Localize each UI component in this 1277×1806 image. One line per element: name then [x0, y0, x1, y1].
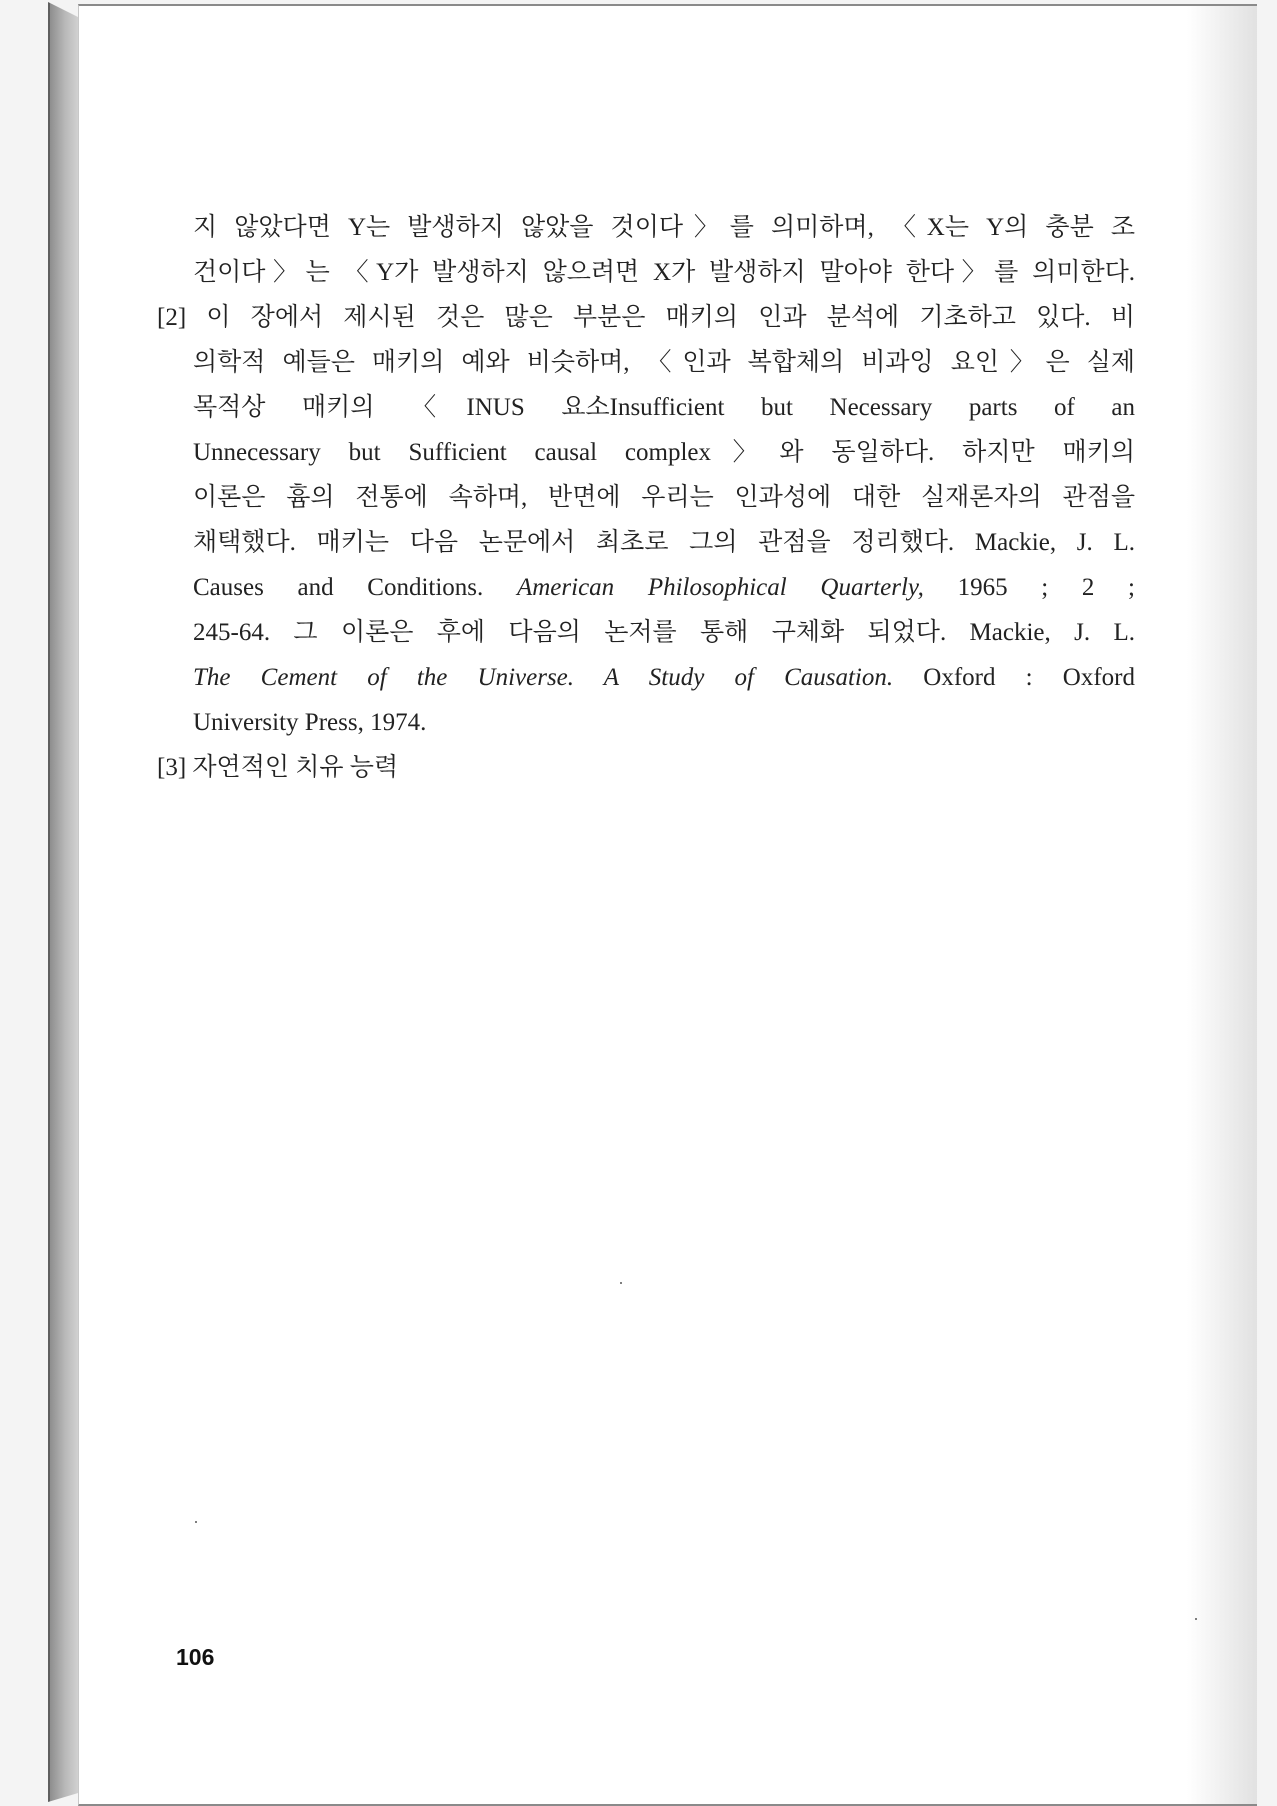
book-title: The Cement of the Universe. A Study of Causation. [193, 664, 894, 691]
text-line: 건이다〉는 〈Y가 발생하지 않으려면 X가 발생하지 말아야 한다〉를 의미한다. [193, 259, 1135, 286]
text-line: 의학적 예들은 매키의 예와 비슷하며, 〈인과 복합체의 비과잉 요인〉은 실제 [193, 349, 1135, 376]
text-line: University Press, 1974. [193, 709, 427, 736]
text-line: Unnecessary but Sufficient causal complex〉와 동일하다. 하지만 매키의 [193, 439, 1135, 466]
note-2-line: [2] 이 장에서 제시된 것은 많은 부분은 매키의 인과 분석에 기초하고 있다. 비 [157, 304, 1135, 331]
publisher-place: Oxford : Oxford [923, 664, 1135, 691]
journal-title: American Philosophical Quarterly, [516, 574, 924, 601]
text-segment: 목적상 매키의 〈INUS 요소 [193, 394, 610, 421]
article-title: Causes and Conditions. [193, 574, 484, 601]
text-line: 채택했다. 매키는 다음 논문에서 최초로 그의 관점을 정리했다. Mackie, J. L. [193, 529, 1135, 556]
citation-line [157, 655, 1135, 700]
text-line: 245-64. 그 이론은 후에 다음의 논저를 통해 구체화 되었다. Mackie, J. L. [193, 619, 1135, 646]
scan-speck [1195, 1618, 1197, 1620]
note-3-line: [3] 자연적인 치유 능력 [157, 754, 399, 781]
scan-speck [195, 1521, 197, 1523]
text-line: 지 않았다면 Y는 발생하지 않았을 것이다〉를 의미하며, 〈X는 Y의 충분 조 [193, 214, 1135, 241]
page-number: 106 [176, 1644, 215, 1670]
citation-volume: 1965 ; 2 ; [957, 574, 1135, 601]
citation-line [157, 565, 1135, 610]
text-line: 이론은 흄의 전통에 속하며, 반면에 우리는 인과성에 대한 실재론자의 관점을 [193, 484, 1135, 511]
scan-speck [620, 1282, 622, 1284]
notes-text-block [157, 205, 1135, 790]
inus-definition: Insufficient but Necessary parts of an [609, 394, 1136, 421]
page-edge-shading [1187, 6, 1257, 1804]
text-line [157, 385, 1135, 430]
